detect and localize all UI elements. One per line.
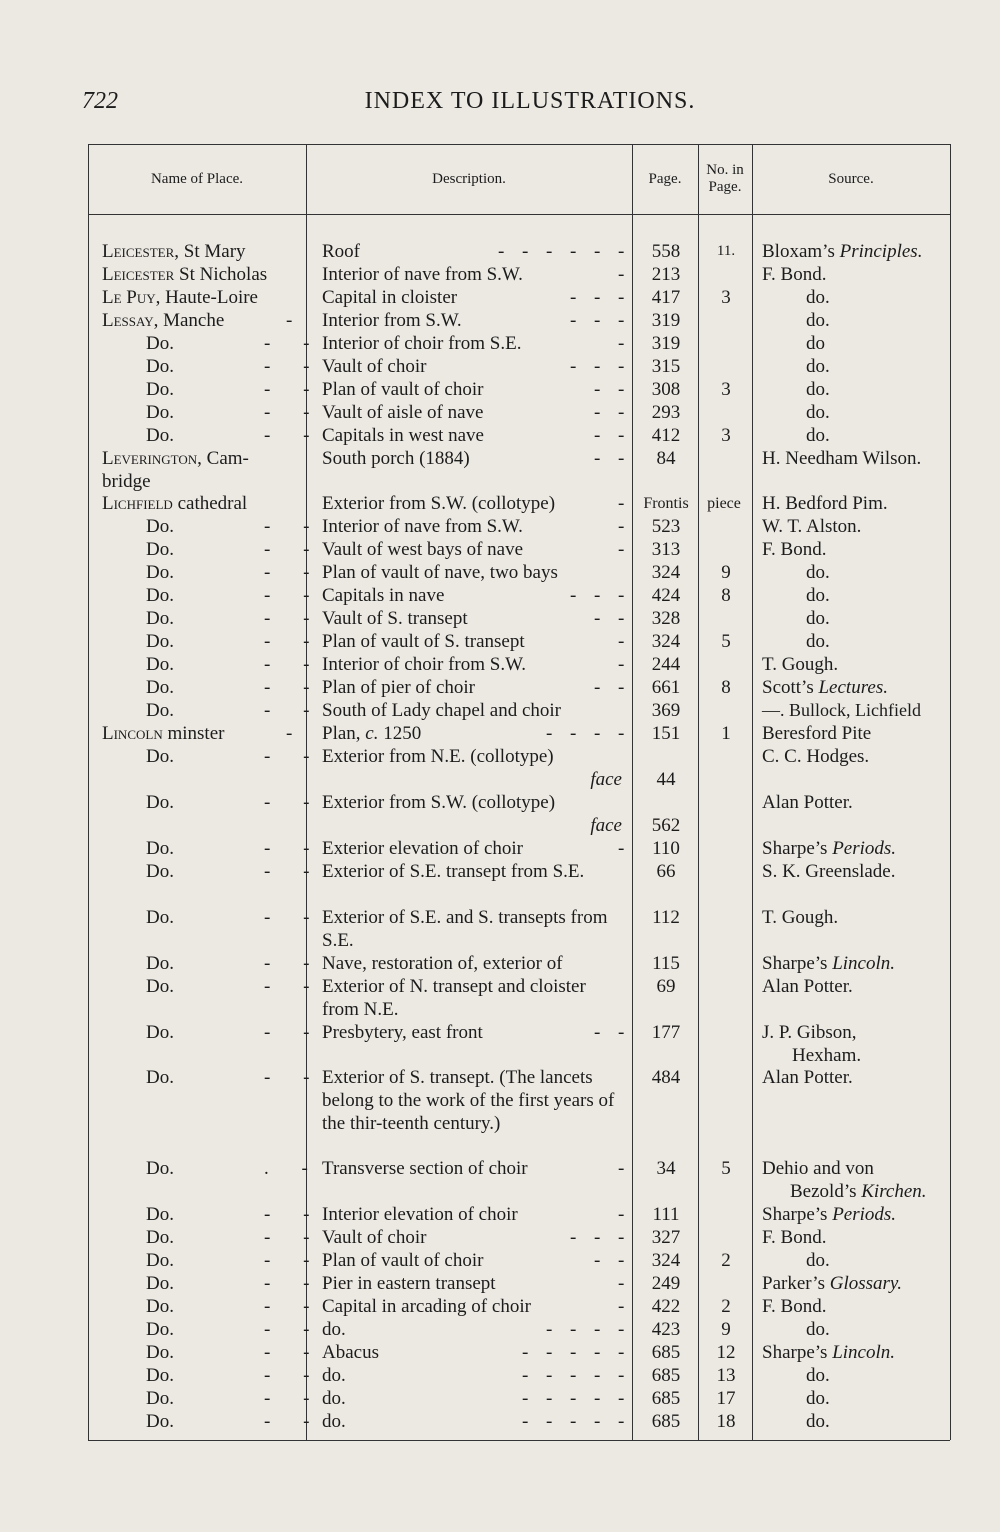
source-cell: do. (806, 379, 830, 400)
source-cell: F. Bond. (762, 1227, 827, 1248)
description-cell: Capital in arcading of choir - (322, 1296, 625, 1317)
description-cell: Interior of nave from S.W. - (322, 516, 625, 537)
source-cell: Parker’s Glossary. (762, 1273, 903, 1294)
source-cell: do. (806, 356, 830, 377)
place-cell: Do. - - (146, 861, 324, 882)
description-cell: Vault of S. transept - - (322, 608, 625, 629)
place-cell: Do. - - (146, 677, 324, 698)
place-cell: Do. - - (146, 1388, 324, 1409)
source-cell: F. Bond. (762, 539, 827, 560)
place-cell: Leverington, Cam- bridge (102, 448, 249, 492)
description-cell: Plan of vault of S. transept - (322, 631, 625, 652)
description-cell: South of Lady chapel and choir (322, 700, 562, 721)
place-cell: Do. - - (146, 379, 324, 400)
page-cell: 685 (651, 1342, 681, 1363)
source-cell: Beresford Pite (762, 723, 872, 744)
column-rule (88, 144, 89, 1440)
no-in-page-cell: 13 (716, 1365, 736, 1386)
description-cell: Plan of vault of choir - - (322, 379, 625, 400)
page-cell: 685 (651, 1365, 681, 1386)
source-cell: do (806, 333, 825, 354)
description-cell: do. - - - - - (322, 1365, 625, 1386)
place-cell: Do. - - (146, 746, 324, 767)
page-cell: Frontis (643, 495, 689, 512)
page-cell: 112 (652, 907, 680, 928)
header-rule (88, 214, 950, 215)
page-title: INDEX TO ILLUSTRATIONS. (364, 88, 696, 114)
description-cell: Capital in cloister - - - (322, 287, 625, 308)
place-cell: Do. - - (146, 838, 324, 859)
source-cell: do. (806, 287, 830, 308)
place-cell: Do. - - (146, 402, 324, 423)
description-cell: Interior elevation of choir - (322, 1204, 625, 1225)
description-cell: Interior from S.W. - - - (322, 310, 625, 331)
source-cell: Sharpe’s Lincoln. (762, 953, 895, 974)
no-in-page-cell: 8 (721, 585, 731, 606)
no-in-page-cell: 3 (721, 379, 731, 400)
place-cell: Do. - - (146, 1250, 324, 1271)
place-cell: Do. - - (146, 953, 324, 974)
source-cell: Dehio and von Bezold’s Kirchen. (762, 1158, 927, 1202)
source-cell: F. Bond. (762, 264, 827, 285)
source-cell: W. T. Alston. (762, 516, 862, 537)
place-cell: Do. - - (146, 516, 324, 537)
place-cell: Do. - - (146, 1342, 324, 1363)
page-cell: 66 (656, 861, 676, 882)
no-in-page-cell: 17 (716, 1388, 736, 1409)
description-cell: do. - - - - (322, 1319, 625, 1340)
description-cell: Vault of aisle of nave - - (322, 402, 625, 423)
source-cell: H. Bedford Pim. (762, 493, 888, 514)
page-cell: 685 (651, 1388, 681, 1409)
page-cell: 417 (651, 287, 681, 308)
description-cell: Exterior of S.E. transept from S.E. (322, 861, 585, 882)
place-cell: Do. - - (146, 792, 324, 813)
page-cell: 319 (651, 333, 681, 354)
place-cell: Do. - - (146, 700, 324, 721)
place-cell: Do. - - (146, 356, 324, 377)
place-cell: Do. - - (146, 1273, 324, 1294)
source-cell: —. Bullock, Lichfield (762, 700, 921, 720)
source-cell: do. (806, 1250, 830, 1271)
description-cell: Interior of choir from S.E. - (322, 333, 625, 354)
no-in-page-cell: piece (707, 495, 741, 512)
description-cell: Plan of vault of nave, two bays (322, 562, 558, 583)
source-cell: H. Needham Wilson. (762, 448, 922, 469)
description-cell: Vault of choir - - - (322, 356, 625, 377)
page-cell: 177 (651, 1022, 681, 1043)
source-cell: Alan Potter. (762, 976, 853, 997)
no-in-page-cell: 18 (716, 1411, 736, 1432)
place-cell: Do. - - (146, 539, 324, 560)
page-cell: 110 (652, 838, 680, 859)
description-cell: Exterior of S. transept. (The lancets belong to the work of the first years of the thir-teenth century.) (322, 1067, 615, 1134)
page-cell: 562 (651, 815, 681, 836)
no-in-page-cell: 11. (716, 243, 736, 259)
page-cell: 558 (651, 241, 681, 262)
no-in-page-cell: 5 (721, 631, 731, 652)
page-cell: 151 (651, 723, 681, 744)
page-cell: 308 (651, 379, 681, 400)
source-cell: J. P. Gibson, Hexham. (762, 1022, 862, 1066)
column-rule (698, 144, 699, 1440)
description-cell: Plan of pier of choir - - (322, 677, 625, 698)
source-cell: do. (806, 402, 830, 423)
no-in-page-cell: 3 (721, 287, 731, 308)
no-in-page-cell: 9 (721, 562, 731, 583)
source-cell: do. (806, 1365, 830, 1386)
description-cell: Exterior from N.E. (collotype) face (322, 746, 622, 790)
page-cell: 115 (652, 953, 680, 974)
page-cell: 412 (651, 425, 681, 446)
source-cell: do. (806, 585, 830, 606)
place-cell: Do. - - (146, 1319, 324, 1340)
page-cell: 324 (651, 562, 681, 583)
source-cell: S. K. Greenslade. (762, 861, 896, 882)
page-cell: 44 (656, 769, 676, 790)
place-cell: Do. - - (146, 1204, 324, 1225)
description-cell: Exterior from S.W. (collotype) face (322, 792, 622, 836)
no-in-page-cell: 5 (721, 1158, 731, 1179)
source-cell: Bloxam’s Principles. (762, 241, 923, 262)
source-cell: Sharpe’s Lincoln. (762, 1342, 895, 1363)
source-cell: Sharpe’s Periods. (762, 1204, 897, 1225)
source-cell: do. (806, 1388, 830, 1409)
place-cell: Do. - - (146, 1296, 324, 1317)
column-rule (632, 144, 633, 1440)
no-in-page-cell: 8 (721, 677, 731, 698)
column-header-description: Description. (432, 170, 506, 187)
no-in-page-cell: 1 (721, 723, 731, 744)
place-cell: Le Puy, Haute-Loire (102, 287, 258, 308)
place-cell: Leicester St Nicholas (102, 264, 268, 285)
place-cell: Do. - - (146, 976, 324, 997)
source-cell: do. (806, 1319, 830, 1340)
place-cell: Do. - - (146, 1411, 324, 1432)
source-cell: Alan Potter. (762, 792, 853, 813)
description-cell: Capitals in west nave - - (322, 425, 625, 446)
source-cell: do. (806, 310, 830, 331)
description-cell: Abacus - - - - - (322, 1342, 625, 1363)
page-cell: 327 (651, 1227, 681, 1248)
no-in-page-cell: 9 (721, 1319, 731, 1340)
place-cell: Do. - - (146, 1067, 324, 1088)
description-cell: South porch (1884) - - (322, 448, 625, 469)
source-cell: do. (806, 1411, 830, 1432)
description-cell: Interior of nave from S.W. - (322, 264, 625, 285)
page-cell: 293 (651, 402, 681, 423)
place-cell: Do. - - (146, 562, 324, 583)
source-cell: Scott’s Lectures. (762, 677, 888, 698)
description-cell: Interior of choir from S.W. - (322, 654, 625, 675)
source-cell: C. C. Hodges. (762, 746, 870, 767)
column-header-page: Page. (648, 170, 682, 187)
column-header-source: Source. (828, 170, 874, 187)
place-cell: Do. - - (146, 1022, 324, 1043)
no-in-page-cell: 2 (721, 1250, 731, 1271)
no-in-page-cell: 3 (721, 425, 731, 446)
table-bottom-rule (88, 1440, 950, 1441)
place-cell: Do. - - (146, 1227, 324, 1248)
page-cell: 661 (651, 677, 681, 698)
description-cell: Exterior from S.W. (collotype) - (322, 493, 625, 514)
place-cell: Lessay, Manche - (102, 310, 293, 331)
page-cell: 249 (651, 1273, 681, 1294)
page-cell: 324 (651, 631, 681, 652)
page-cell: 423 (651, 1319, 681, 1340)
page-cell: 424 (651, 585, 681, 606)
page-cell: 313 (651, 539, 681, 560)
place-cell: Lichfield cathedral (102, 493, 248, 514)
description-cell: Nave, restoration of, exterior of (322, 953, 563, 974)
place-cell: Do. - - (146, 608, 324, 629)
description-cell: Plan of vault of choir - - (322, 1250, 625, 1271)
description-cell: Plan, c. 1250 - - - - (322, 723, 625, 744)
place-cell: Do. - - (146, 425, 324, 446)
description-cell: Transverse section of choir - (322, 1158, 625, 1179)
page-cell: 484 (651, 1067, 681, 1088)
description-cell: Vault of choir - - - (322, 1227, 625, 1248)
column-header-no-in-page: No. in Page. (706, 162, 744, 195)
description-cell: do. - - - - - (322, 1388, 625, 1409)
no-in-page-cell: 2 (721, 1296, 731, 1317)
place-cell: Do. - - (146, 585, 324, 606)
source-cell: Alan Potter. (762, 1067, 853, 1088)
description-cell: do. - - - - - (322, 1411, 625, 1432)
source-cell: Sharpe’s Periods. (762, 838, 897, 859)
page-cell: 328 (651, 608, 681, 629)
page-cell: 34 (656, 1158, 676, 1179)
source-cell: do. (806, 608, 830, 629)
place-cell: Do. . - (146, 1158, 322, 1179)
description-cell: Exterior of N. transept and cloister from N.E. (322, 976, 586, 1020)
description-cell: Vault of west bays of nave - (322, 539, 625, 560)
place-cell: Leicester, St Mary (102, 241, 246, 262)
description-cell: Exterior of S.E. and S. transepts from S.E. (322, 907, 608, 951)
place-cell: Do. - - (146, 333, 324, 354)
source-cell: T. Gough. (762, 907, 839, 928)
description-cell: Capitals in nave - - - (322, 585, 625, 606)
page-number: 722 (82, 88, 118, 114)
source-cell: do. (806, 631, 830, 652)
place-cell: Do. - - (146, 907, 324, 928)
page-cell: 319 (651, 310, 681, 331)
description-cell: Roof - - - - - - (322, 241, 625, 262)
page-cell: 111 (652, 1204, 680, 1225)
no-in-page-cell: 12 (716, 1342, 736, 1363)
source-cell: T. Gough. (762, 654, 839, 675)
place-cell: Do. - - (146, 631, 324, 652)
page-cell: 685 (651, 1411, 681, 1432)
place-cell: Do. - - (146, 1365, 324, 1386)
page-cell: 324 (651, 1250, 681, 1271)
source-cell: do. (806, 562, 830, 583)
page-cell: 244 (651, 654, 681, 675)
illustrations-table (88, 144, 950, 1440)
description-cell: Presbytery, east front - - (322, 1022, 625, 1043)
page-cell: 69 (656, 976, 676, 997)
page-cell: 369 (651, 700, 681, 721)
description-cell: Exterior elevation of choir - (322, 838, 625, 859)
page-cell: 315 (651, 356, 681, 377)
page-cell: 84 (656, 448, 676, 469)
description-cell: Pier in eastern transept - (322, 1273, 625, 1294)
column-header-place: Name of Place. (150, 170, 244, 187)
source-cell: do. (806, 425, 830, 446)
page-cell: 213 (651, 264, 681, 285)
column-rule (752, 144, 753, 1440)
place-cell: Lincoln minster - (102, 723, 293, 744)
source-cell: F. Bond. (762, 1296, 827, 1317)
page-cell: 422 (651, 1296, 681, 1317)
place-cell: Do. - - (146, 654, 324, 675)
page-cell: 523 (651, 516, 681, 537)
